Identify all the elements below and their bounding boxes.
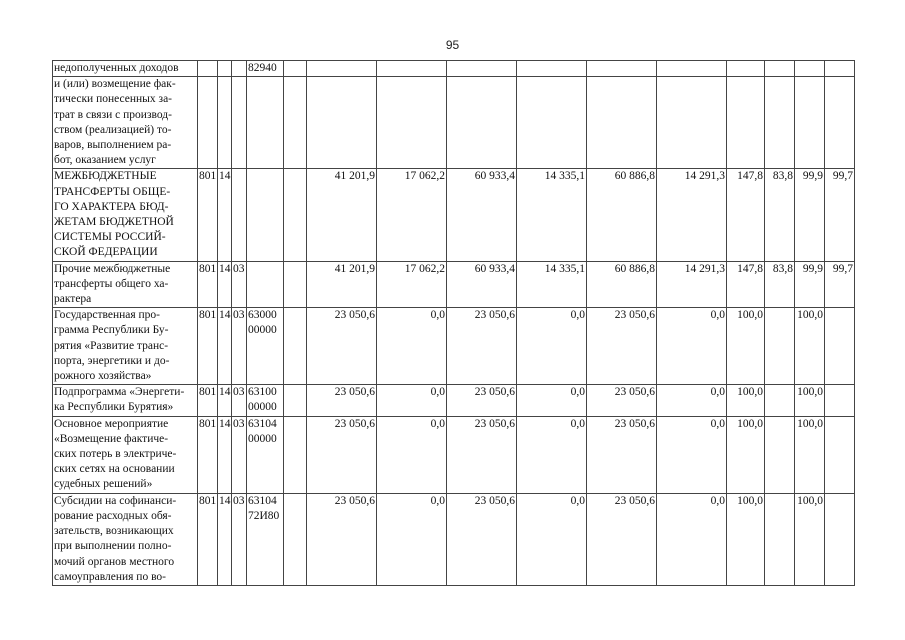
row-name-line: при выполнении полно- [54,540,172,553]
row-name-line: СКОЙ ФЕДЕРАЦИИ [54,246,158,259]
cell-target-code [247,261,284,308]
row-name-line: МЕЖБЮДЖЕТНЫЕ [54,170,157,183]
cell-percent-3: 99,9 [795,261,825,308]
row-name-line: ГО ХАРАКТЕРА БЮД- [54,200,169,213]
row-name [53,261,198,308]
cell-value-3 [447,77,517,169]
cell-target-code [247,416,284,493]
cell-percent-4 [825,385,855,416]
row-name [53,77,198,169]
row-name-line: Прочие межбюджетные [54,262,171,275]
cell-percent-1 [727,61,765,77]
cell-expense-type [284,261,307,308]
target-code-line: 82940 [248,62,277,74]
cell-expense-type [284,169,307,261]
cell-value-3: 23 050,6 [447,493,517,585]
cell-value-2: 0,0 [377,385,447,416]
row-name-line: Основное мероприятие [54,417,169,430]
row-name-line: ских сетях на основании [54,463,175,476]
cell-percent-1: 147,8 [727,261,765,308]
cell-value-3: 23 050,6 [447,308,517,385]
cell-percent-3: 100,0 [795,385,825,416]
cell-value-4: 0,0 [517,493,587,585]
row-name [53,493,198,585]
row-name-line: тически понесенных за- [54,93,173,106]
budget-table [52,60,855,586]
cell-value-1: 23 050,6 [307,416,377,493]
cell-value-2: 0,0 [377,308,447,385]
cell-subsection-code: 03 [232,416,247,493]
row-name-line: зательств, возникающих [54,525,174,538]
cell-expense-type [284,61,307,77]
cell-section-code: 14 [218,416,232,493]
cell-percent-2 [765,493,795,585]
target-code-line: 72И80 [248,509,280,522]
cell-target-code [247,493,284,585]
cell-value-4 [517,77,587,169]
cell-percent-2: 83,8 [765,169,795,261]
cell-percent-2 [765,385,795,416]
row-name-line: рятия «Развитие транс- [54,339,169,352]
cell-value-6: 14 291,3 [657,261,727,308]
table-row [53,308,855,385]
cell-percent-4 [825,77,855,169]
target-code-line: 63104 [248,494,277,507]
cell-subsection-code [232,61,247,77]
cell-percent-2: 83,8 [765,261,795,308]
table-row [53,169,855,261]
cell-value-5 [587,77,657,169]
table-row [53,77,855,169]
cell-percent-2 [765,416,795,493]
cell-percent-1 [727,77,765,169]
target-code-line: 63000 [248,309,277,322]
cell-percent-1: 100,0 [727,308,765,385]
row-name-line: и (или) возмещение фак- [54,78,176,91]
target-code-line: 00000 [248,324,277,337]
row-name [53,308,198,385]
row-name-line: ка Республики Бурятия» [54,401,174,414]
cell-section-code: 14 [218,308,232,385]
cell-target-code [247,385,284,416]
cell-value-2: 0,0 [377,416,447,493]
page-number: 95 [445,38,460,52]
cell-value-6: 0,0 [657,493,727,585]
row-name-line: СИСТЕМЫ РОССИЙ- [54,231,166,244]
cell-percent-1: 100,0 [727,385,765,416]
cell-expense-type [284,77,307,169]
cell-value-3: 23 050,6 [447,385,517,416]
row-name-line: «Возмещение фактиче- [54,432,169,445]
cell-value-4: 0,0 [517,416,587,493]
cell-value-6: 14 291,3 [657,169,727,261]
cell-value-2: 17 062,2 [377,261,447,308]
cell-ministry-code: 801 [198,416,218,493]
row-name [53,61,198,77]
target-code-line: 63100 [248,386,277,399]
cell-percent-3: 99,9 [795,169,825,261]
cell-percent-1: 147,8 [727,169,765,261]
cell-value-4: 14 335,1 [517,261,587,308]
cell-percent-4 [825,308,855,385]
cell-ministry-code: 801 [198,493,218,585]
row-name-line: судебных решений» [54,478,153,491]
cell-target-code [247,61,284,77]
cell-expense-type [284,308,307,385]
row-name-line: мочий органов местного [54,555,175,568]
row-name-line: недополученных доходов [54,62,179,74]
cell-value-4: 0,0 [517,385,587,416]
row-name-line: рожного хозяйства» [54,370,152,383]
target-code-line: 00000 [248,401,277,414]
cell-percent-1: 100,0 [727,416,765,493]
cell-value-6 [657,77,727,169]
cell-expense-type [284,493,307,585]
table-row [53,385,855,416]
cell-value-4 [517,61,587,77]
cell-value-1 [307,61,377,77]
cell-percent-2 [765,308,795,385]
cell-percent-3 [795,61,825,77]
table-row [53,261,855,308]
cell-value-5: 60 886,8 [587,169,657,261]
row-name-line: ских потерь в электриче- [54,448,177,461]
cell-value-1: 23 050,6 [307,385,377,416]
cell-ministry-code: 801 [198,308,218,385]
table-row [53,61,855,77]
cell-value-6: 0,0 [657,308,727,385]
cell-value-2: 17 062,2 [377,169,447,261]
row-name-line: Подпрограмма «Энергети- [54,386,185,399]
cell-value-1 [307,77,377,169]
cell-percent-3: 100,0 [795,493,825,585]
row-name [53,416,198,493]
cell-target-code [247,308,284,385]
row-name [53,385,198,416]
row-name-line: порта, энергетики и до- [54,354,170,367]
row-name-line: Государственная про- [54,309,161,322]
row-name-line: ЖЕТАМ БЮДЖЕТНОЙ [54,216,174,229]
row-name-line: трат в связи с производ- [54,108,172,121]
cell-value-3: 60 933,4 [447,261,517,308]
cell-value-1: 23 050,6 [307,493,377,585]
row-name-line: варов, выполнением ра- [54,139,172,152]
cell-target-code [247,169,284,261]
cell-section-code [218,77,232,169]
cell-subsection-code [232,77,247,169]
cell-percent-1: 100,0 [727,493,765,585]
cell-value-3 [447,61,517,77]
cell-value-2 [377,77,447,169]
cell-percent-4 [825,416,855,493]
cell-value-1: 41 201,9 [307,261,377,308]
cell-value-5 [587,61,657,77]
cell-value-5: 23 050,6 [587,385,657,416]
cell-value-6 [657,61,727,77]
cell-section-code [218,61,232,77]
cell-value-5: 23 050,6 [587,416,657,493]
cell-section-code: 14 [218,493,232,585]
cell-value-6: 0,0 [657,385,727,416]
cell-subsection-code: 03 [232,493,247,585]
cell-ministry-code: 801 [198,385,218,416]
cell-subsection-code [232,169,247,261]
cell-value-6: 0,0 [657,416,727,493]
cell-percent-3: 100,0 [795,416,825,493]
cell-value-5: 60 886,8 [587,261,657,308]
cell-ministry-code: 801 [198,169,218,261]
cell-value-5: 23 050,6 [587,493,657,585]
cell-value-2 [377,61,447,77]
cell-percent-3 [795,77,825,169]
cell-percent-2 [765,77,795,169]
cell-subsection-code: 03 [232,308,247,385]
cell-value-1: 41 201,9 [307,169,377,261]
cell-value-1: 23 050,6 [307,308,377,385]
cell-expense-type [284,385,307,416]
row-name-line: самоуправления по во- [54,570,167,583]
cell-subsection-code: 03 [232,261,247,308]
cell-percent-4 [825,61,855,77]
table-row [53,493,855,585]
cell-ministry-code [198,61,218,77]
cell-value-5: 23 050,6 [587,308,657,385]
cell-percent-4: 99,7 [825,169,855,261]
target-code-line: 63104 [248,417,277,430]
cell-section-code: 14 [218,169,232,261]
cell-percent-4 [825,493,855,585]
table-row [53,416,855,493]
cell-subsection-code: 03 [232,385,247,416]
cell-section-code: 14 [218,261,232,308]
cell-percent-4: 99,7 [825,261,855,308]
cell-percent-3: 100,0 [795,308,825,385]
cell-ministry-code: 801 [198,261,218,308]
cell-ministry-code [198,77,218,169]
cell-value-3: 23 050,6 [447,416,517,493]
row-name-line: ством (реализацией) то- [54,123,172,136]
row-name-line: рование расходных обя- [54,509,172,522]
row-name-line: рактера [54,293,92,306]
row-name-line: ТРАНСФЕРТЫ ОБЩЕ- [54,185,171,198]
row-name-line: Субсидии на софинанси- [54,494,177,507]
cell-value-2: 0,0 [377,493,447,585]
row-name [53,169,198,261]
row-name-line: бот, оказанием услуг [54,154,156,167]
cell-expense-type [284,416,307,493]
cell-value-4: 0,0 [517,308,587,385]
cell-percent-2 [765,61,795,77]
row-name-line: трансферты общего ха- [54,277,169,290]
row-name-line: грамма Республики Бу- [54,324,169,337]
table-body [53,61,855,586]
cell-value-3: 60 933,4 [447,169,517,261]
cell-section-code: 14 [218,385,232,416]
cell-target-code [247,77,284,169]
target-code-line: 00000 [248,432,277,445]
cell-value-4: 14 335,1 [517,169,587,261]
